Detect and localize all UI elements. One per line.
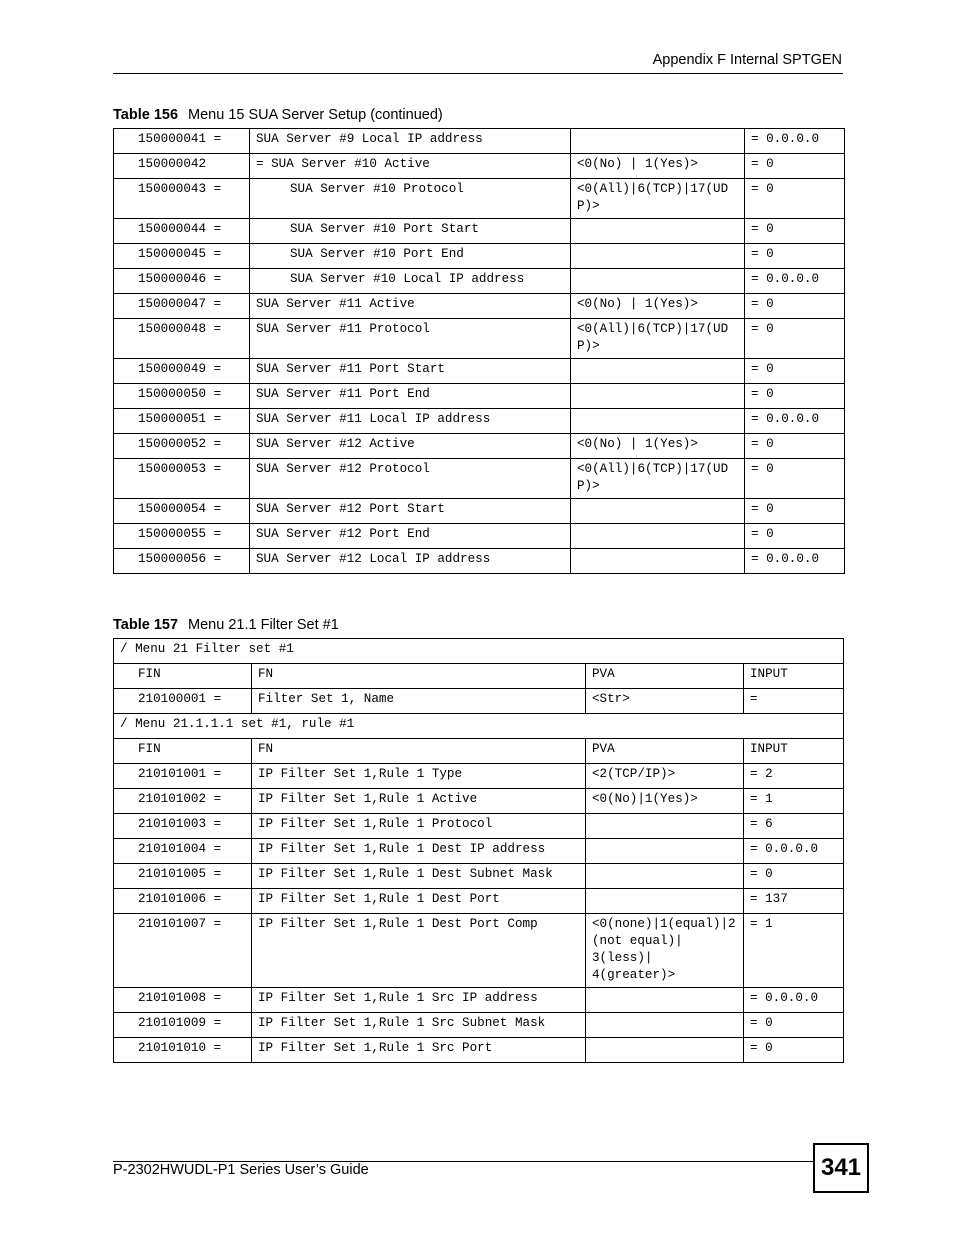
table-row [114, 499, 845, 524]
input-cell: = 0 [745, 434, 845, 459]
fn-cell: IP Filter Set 1,Rule 1 Dest Port [252, 889, 586, 914]
column-header: PVA [586, 664, 744, 689]
fn-cell: = SUA Server #10 Active [250, 154, 571, 179]
pva-cell [571, 359, 745, 384]
table-157-caption [113, 617, 339, 633]
pva-cell [571, 499, 745, 524]
table-row [114, 689, 844, 714]
fn-cell: SUA Server #11 Port Start [250, 359, 571, 384]
table-156 [113, 128, 845, 574]
pva-cell: <0(All)|6(TCP)|17(UDP)> [571, 179, 745, 219]
pva-cell: <Str> [586, 689, 744, 714]
table-156-title: Menu 15 SUA Server Setup (continued) [188, 107, 443, 123]
table-row [114, 524, 845, 549]
input-cell: = 0 [744, 864, 844, 889]
column-header-row [114, 664, 844, 689]
column-header: INPUT [744, 664, 844, 689]
fn-cell: SUA Server #12 Port End [250, 524, 571, 549]
table-157-body [114, 639, 844, 1063]
column-header: FN [252, 739, 586, 764]
table-157 [113, 638, 844, 1063]
table-row [114, 359, 845, 384]
fin-cell: 150000042 [114, 154, 250, 179]
pva-cell [571, 409, 745, 434]
pva-cell: <0(none)|1(equal)|2(not equal)| 3(less)| 4(greater)> [586, 914, 744, 988]
table-row [114, 839, 844, 864]
fin-cell: 150000056 = [114, 549, 250, 574]
page-number: 341 [813, 1143, 869, 1193]
column-header: FN [252, 664, 586, 689]
pva-cell [586, 988, 744, 1013]
table-157-label: Table 157 [113, 617, 179, 633]
table-157-title: Menu 21.1 Filter Set #1 [188, 617, 339, 633]
input-cell: = 0.0.0.0 [745, 549, 845, 574]
fn-cell: IP Filter Set 1,Rule 1 Src IP address [252, 988, 586, 1013]
header-rule [113, 73, 843, 74]
pva-cell: <0(No) | 1(Yes)> [571, 434, 745, 459]
table-row [114, 384, 845, 409]
pva-cell [586, 814, 744, 839]
fn-cell: SUA Server #10 Protocol [250, 179, 571, 219]
table-row [114, 1013, 844, 1038]
input-cell: = 0.0.0.0 [745, 129, 845, 154]
pva-cell [586, 1038, 744, 1063]
input-cell: = 0.0.0.0 [745, 409, 845, 434]
section-row [114, 714, 844, 739]
input-cell: = 0 [745, 459, 845, 499]
fin-cell: 210101004 = [114, 839, 252, 864]
section-title: / Menu 21.1.1.1 set #1, rule #1 [114, 714, 844, 739]
input-cell: = 0 [745, 154, 845, 179]
fin-cell: 210101002 = [114, 789, 252, 814]
input-cell: = 0 [744, 1038, 844, 1063]
input-cell: = 1 [744, 789, 844, 814]
input-cell: = 0 [745, 179, 845, 219]
table-row [114, 269, 845, 294]
fn-cell: SUA Server #12 Active [250, 434, 571, 459]
running-header: Appendix F Internal SPTGEN [652, 52, 842, 68]
fin-cell: 150000051 = [114, 409, 250, 434]
pva-cell [586, 864, 744, 889]
fin-cell: 150000047 = [114, 294, 250, 319]
fn-cell: IP Filter Set 1,Rule 1 Src Port [252, 1038, 586, 1063]
pva-cell: <0(No) | 1(Yes)> [571, 294, 745, 319]
pva-cell: <0(No) | 1(Yes)> [571, 154, 745, 179]
input-cell: = 0 [745, 244, 845, 269]
table-row [114, 1038, 844, 1063]
fn-cell: SUA Server #11 Active [250, 294, 571, 319]
fn-cell: SUA Server #11 Protocol [250, 319, 571, 359]
input-cell: = 0 [745, 319, 845, 359]
table-row [114, 154, 845, 179]
fin-cell: 150000049 = [114, 359, 250, 384]
fn-cell: IP Filter Set 1,Rule 1 Type [252, 764, 586, 789]
fn-cell: SUA Server #12 Local IP address [250, 549, 571, 574]
fin-cell: 210101009 = [114, 1013, 252, 1038]
input-cell: = 0 [745, 219, 845, 244]
fin-cell: 150000055 = [114, 524, 250, 549]
fin-cell: 150000052 = [114, 434, 250, 459]
pva-cell [586, 889, 744, 914]
pva-cell: <0(All)|6(TCP)|17(UDP)> [571, 459, 745, 499]
table-156-label: Table 156 [113, 107, 179, 123]
input-cell: = 0.0.0.0 [744, 988, 844, 1013]
table-row [114, 789, 844, 814]
input-cell: = 0 [745, 384, 845, 409]
pva-cell: <2(TCP/IP)> [586, 764, 744, 789]
fn-cell: IP Filter Set 1,Rule 1 Dest Subnet Mask [252, 864, 586, 889]
pva-cell [571, 129, 745, 154]
table-row [114, 219, 845, 244]
input-cell: = 0 [744, 1013, 844, 1038]
fin-cell: 150000044 = [114, 219, 250, 244]
fin-cell: 150000048 = [114, 319, 250, 359]
fn-cell: SUA Server #10 Local IP address [250, 269, 571, 294]
input-cell: = [744, 689, 844, 714]
pva-cell: <0(No)|1(Yes)> [586, 789, 744, 814]
table-row [114, 409, 845, 434]
fin-cell: 210101001 = [114, 764, 252, 789]
fn-cell: SUA Server #10 Port Start [250, 219, 571, 244]
section-row [114, 639, 844, 664]
pva-cell [571, 524, 745, 549]
pva-cell [586, 1013, 744, 1038]
fin-cell: 150000053 = [114, 459, 250, 499]
input-cell: = 1 [744, 914, 844, 988]
fn-cell: IP Filter Set 1,Rule 1 Src Subnet Mask [252, 1013, 586, 1038]
fn-cell: IP Filter Set 1,Rule 1 Dest Port Comp [252, 914, 586, 988]
input-cell: = 0 [745, 499, 845, 524]
pva-cell [571, 219, 745, 244]
fn-cell: SUA Server #9 Local IP address [250, 129, 571, 154]
pva-cell [571, 549, 745, 574]
input-cell: = 0 [745, 359, 845, 384]
column-header-row [114, 739, 844, 764]
fin-cell: 150000041 = [114, 129, 250, 154]
table-row [114, 434, 845, 459]
fin-cell: 150000050 = [114, 384, 250, 409]
pva-cell [571, 269, 745, 294]
fin-cell: 210101008 = [114, 988, 252, 1013]
input-cell: = 0 [745, 294, 845, 319]
table-row [114, 129, 845, 154]
fin-cell: 150000054 = [114, 499, 250, 524]
fn-cell: SUA Server #11 Port End [250, 384, 571, 409]
table-row [114, 864, 844, 889]
table-row [114, 814, 844, 839]
input-cell: = 137 [744, 889, 844, 914]
fin-cell: 150000046 = [114, 269, 250, 294]
fn-cell: SUA Server #12 Protocol [250, 459, 571, 499]
fin-cell: 210101003 = [114, 814, 252, 839]
guide-title: P-2302HWUDL-P1 Series User’s Guide [113, 1162, 369, 1178]
fn-cell: SUA Server #11 Local IP address [250, 409, 571, 434]
table-row [114, 889, 844, 914]
table-row [114, 179, 845, 219]
table-row [114, 914, 844, 988]
pva-cell [571, 384, 745, 409]
section-title: / Menu 21 Filter set #1 [114, 639, 844, 664]
input-cell: = 0.0.0.0 [744, 839, 844, 864]
fn-cell: IP Filter Set 1,Rule 1 Dest IP address [252, 839, 586, 864]
input-cell: = 2 [744, 764, 844, 789]
table-row [114, 988, 844, 1013]
table-156-caption [113, 107, 443, 123]
fin-cell: 210101006 = [114, 889, 252, 914]
fn-cell: SUA Server #10 Port End [250, 244, 571, 269]
input-cell: = 0 [745, 524, 845, 549]
table-row [114, 764, 844, 789]
table-row [114, 319, 845, 359]
table-row [114, 294, 845, 319]
fin-cell: 210101005 = [114, 864, 252, 889]
pva-cell: <0(All)|6(TCP)|17(UDP)> [571, 319, 745, 359]
column-header: PVA [586, 739, 744, 764]
table-row [114, 549, 845, 574]
fin-cell: 210100001 = [114, 689, 252, 714]
table-row [114, 459, 845, 499]
column-header: FIN [114, 664, 252, 689]
input-cell: = 6 [744, 814, 844, 839]
fn-cell: Filter Set 1, Name [252, 689, 586, 714]
fin-cell: 150000043 = [114, 179, 250, 219]
column-header: FIN [114, 739, 252, 764]
table-156-body [114, 129, 845, 574]
fin-cell: 150000045 = [114, 244, 250, 269]
input-cell: = 0.0.0.0 [745, 269, 845, 294]
fn-cell: IP Filter Set 1,Rule 1 Active [252, 789, 586, 814]
fin-cell: 210101007 = [114, 914, 252, 988]
column-header: INPUT [744, 739, 844, 764]
fn-cell: SUA Server #12 Port Start [250, 499, 571, 524]
table-row [114, 244, 845, 269]
pva-cell [586, 839, 744, 864]
pva-cell [571, 244, 745, 269]
fin-cell: 210101010 = [114, 1038, 252, 1063]
fn-cell: IP Filter Set 1,Rule 1 Protocol [252, 814, 586, 839]
